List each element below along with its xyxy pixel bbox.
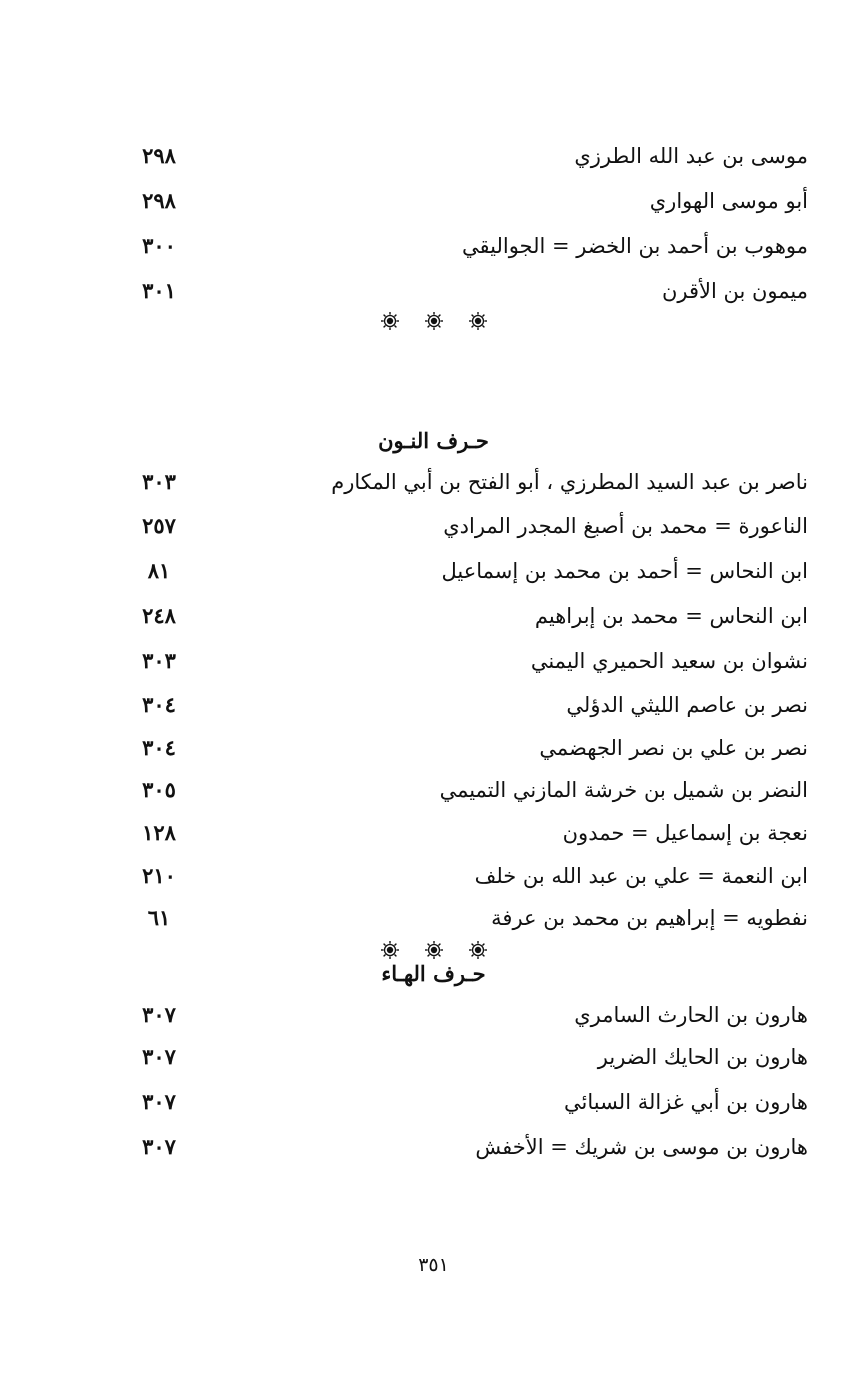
entry-page-number: ٣٠٧: [142, 1002, 176, 1027]
entry-page-number: ٢٩٨: [142, 188, 176, 213]
entry-page-number: ٣٠٣: [142, 648, 176, 673]
index-entry: [130, 1082, 808, 1122]
entry-page-number: ٦١: [147, 905, 171, 930]
entry-page-number: ٢٥٧: [142, 513, 176, 538]
entry-name: نعجة بن إسماعيل = حمدون: [562, 821, 808, 845]
entry-name: ابن النعمة = علي بن عبد الله بن خلف: [474, 864, 808, 888]
entry-name: الناعورة = محمد بن أصبغ المجدر المرادي: [443, 514, 808, 538]
entry-page-number: ٣٠٤: [142, 692, 176, 717]
page-number: ٣٥١: [418, 1254, 449, 1276]
entry-page-number: ٣٠٧: [142, 1089, 176, 1114]
entry-name: موسى بن عبد الله الطرزي: [574, 144, 808, 168]
index-entry: [130, 898, 808, 938]
index-entry: [130, 641, 808, 681]
entry-page-number: ٨١: [147, 558, 171, 583]
entry-page-number: ٣٠٧: [142, 1044, 176, 1069]
entry-page-number: ١٢٨: [142, 820, 176, 845]
entry-page-number: ٣٠٠: [142, 233, 176, 258]
entry-page-number: ٢١٠: [142, 863, 176, 888]
index-entry: [130, 271, 808, 311]
entry-name: ابن النحاس = محمد بن إبراهيم: [534, 604, 808, 628]
index-entry: [130, 596, 808, 636]
index-entry: [130, 728, 808, 768]
entry-name: ناصر بن عبد السيد المطرزي ، أبو الفتح بن أبي المكارم: [331, 470, 808, 494]
section-heading-ha: حـرف الهـاء: [381, 961, 486, 986]
entry-name: نصر بن علي بن نصر الجهضمي: [539, 736, 808, 760]
section-divider-ornaments: [0, 311, 867, 331]
index-entry: [130, 181, 808, 221]
entry-name: نفطويه = إبراهيم بن محمد بن عرفة: [491, 906, 808, 930]
entry-page-number: ٢٩٨: [142, 143, 176, 168]
entry-name: هارون بن موسى بن شريك = الأخفش: [475, 1135, 808, 1159]
index-entry: [130, 685, 808, 725]
index-entry: [130, 856, 808, 896]
entry-name: أبو موسى الهواري: [649, 189, 808, 213]
index-entry: [130, 770, 808, 810]
asterism-ornament-icon: [468, 311, 488, 331]
index-entry: [130, 551, 808, 591]
asterism-ornament-icon: [424, 311, 444, 331]
entry-name: نشوان بن سعيد الحميري اليمني: [530, 649, 808, 673]
index-entry: [130, 506, 808, 546]
entry-page-number: ٢٤٨: [142, 603, 176, 628]
index-entry: [130, 1127, 808, 1167]
entry-page-number: ٣٠٤: [142, 735, 176, 760]
index-entry: [130, 226, 808, 266]
entry-name: موهوب بن أحمد بن الخضر = الجواليقي: [462, 234, 808, 258]
index-entry: [130, 813, 808, 853]
index-entry: [130, 462, 808, 502]
entry-page-number: ٣٠٥: [142, 777, 176, 802]
entry-name: ابن النحاس = أحمد بن محمد بن إسماعيل: [441, 559, 808, 583]
entry-name: هارون بن أبي غزالة السبائي: [563, 1090, 808, 1114]
entry-page-number: ٣٠٣: [142, 469, 176, 494]
index-entry: [130, 995, 808, 1035]
entry-name: نصر بن عاصم الليثي الدؤلي: [566, 693, 808, 717]
entry-name: هارون بن الحارث السامري: [574, 1003, 808, 1027]
entry-page-number: ٣٠١: [142, 278, 176, 303]
entry-name: هارون بن الحايك الضرير: [597, 1045, 808, 1069]
entry-page-number: ٣٠٧: [142, 1134, 176, 1159]
section-heading-nun: حـرف النـون: [378, 428, 489, 453]
asterism-ornament-icon: [380, 311, 400, 331]
index-entry: [130, 136, 808, 176]
index-entry: [130, 1037, 808, 1077]
entry-name: ميمون بن الأقرن: [661, 279, 808, 303]
entry-name: النضر بن شميل بن خرشة المازني التميمي: [439, 778, 808, 802]
